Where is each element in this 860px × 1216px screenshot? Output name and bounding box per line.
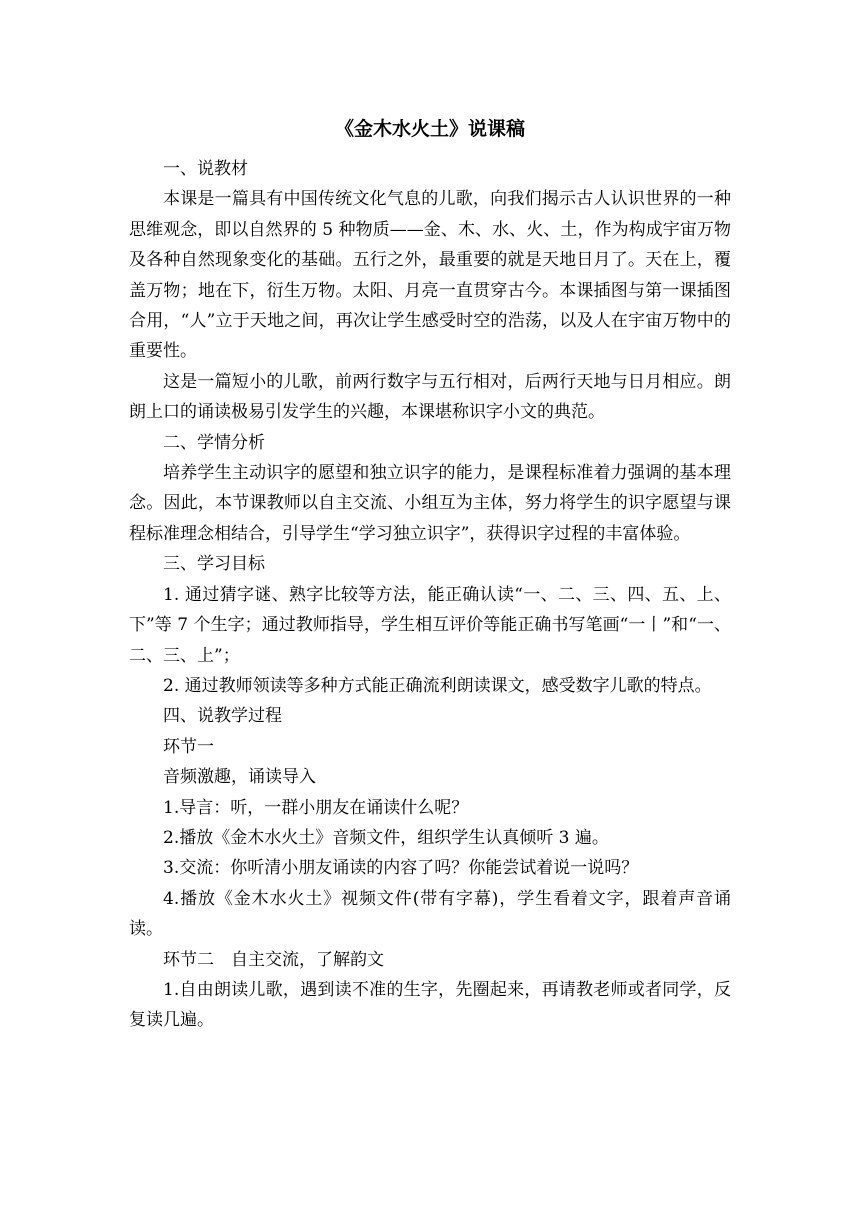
paragraph-goal-1: 1. 通过猜字谜、熟字比较等方法，能正确认读“一、二、三、四、五、上、下”等 7 个生字；通过教师指导，学生相互评价等能正确书写笔画“一丨”和“一、二、三、上”； <box>129 584 731 666</box>
step-two-item-1: 1.自由朗读儿歌，遇到读不准的生字，先圈起来，再请教老师或者同学，反复读几遍。 <box>129 979 731 1031</box>
paragraph-material-summary: 这是一篇短小的儿歌，前两行数字与五行相对，后两行天地与日月相应。朗朗上口的诵读极易引发学生的兴趣，本课堪称识字小文的典范。 <box>129 371 731 423</box>
section-heading-teaching-material: 一、说教材 <box>163 159 248 179</box>
step-one-item-4: 4.播放《金木水火土》视频文件(带有字幕)，学生看着文字，跟着声音诵读。 <box>129 888 731 940</box>
step-one-item-1: 1.导言：听，一群小朋友在诵读什么呢？ <box>163 797 469 818</box>
section-heading-learning-goals: 三、学习目标 <box>163 554 265 575</box>
step-one-title: 音频激趣，诵读导入 <box>163 767 316 788</box>
step-one-item-2: 2.播放《金木水火土》音频文件，组织学生认真倾听 3 遍。 <box>163 827 609 848</box>
section-heading-teaching-process: 四、说教学过程 <box>163 706 282 727</box>
paragraph-learner-analysis: 培养学生主动识字的愿望和独立识字的能力，是课程标准着力强调的基本理念。因此，本节课教师以自主交流、小组互为主体，努力将学生的识字愿望与课程标准理念相结合，引导学生“学习独立识字”，获得识字过程的丰富体验。 <box>129 463 731 544</box>
paragraph-goal-2: 2. 通过教师领读等多种方式能正确流利朗读课文，感受数字儿歌的特点。 <box>163 675 712 696</box>
paragraph-material-intro: 本课是一篇具有中国传统文化气息的儿歌，向我们揭示古人认识世界的一种思维观念，即以自然界的 5 种物质——金、木、水、火、土，作为构成宇宙万物及各种自然现象变化的基础。五行之外，最重要的就是天地日月了。天在上，覆盖万物；地在下，衍生万物。太阳、月亮一直贯穿古今。本课插图与第一课插图合用，“人”立于天地之间，再次让学生感受时空的浩荡，以及人在宇宙万物中的重要性。 <box>129 189 731 362</box>
step-one-item-3: 3.交流：你听清小朋友诵读的内容了吗？你能尝试着说一说吗？ <box>163 858 639 879</box>
step-one-label: 环节一 <box>163 736 214 757</box>
document-body <box>129 154 731 1036</box>
step-two-heading: 环节二 自主交流，了解韵文 <box>163 949 384 970</box>
section-heading-learner-analysis: 二、学情分析 <box>163 432 265 453</box>
document-title: 《金木水火土》说课稿 <box>334 118 525 140</box>
